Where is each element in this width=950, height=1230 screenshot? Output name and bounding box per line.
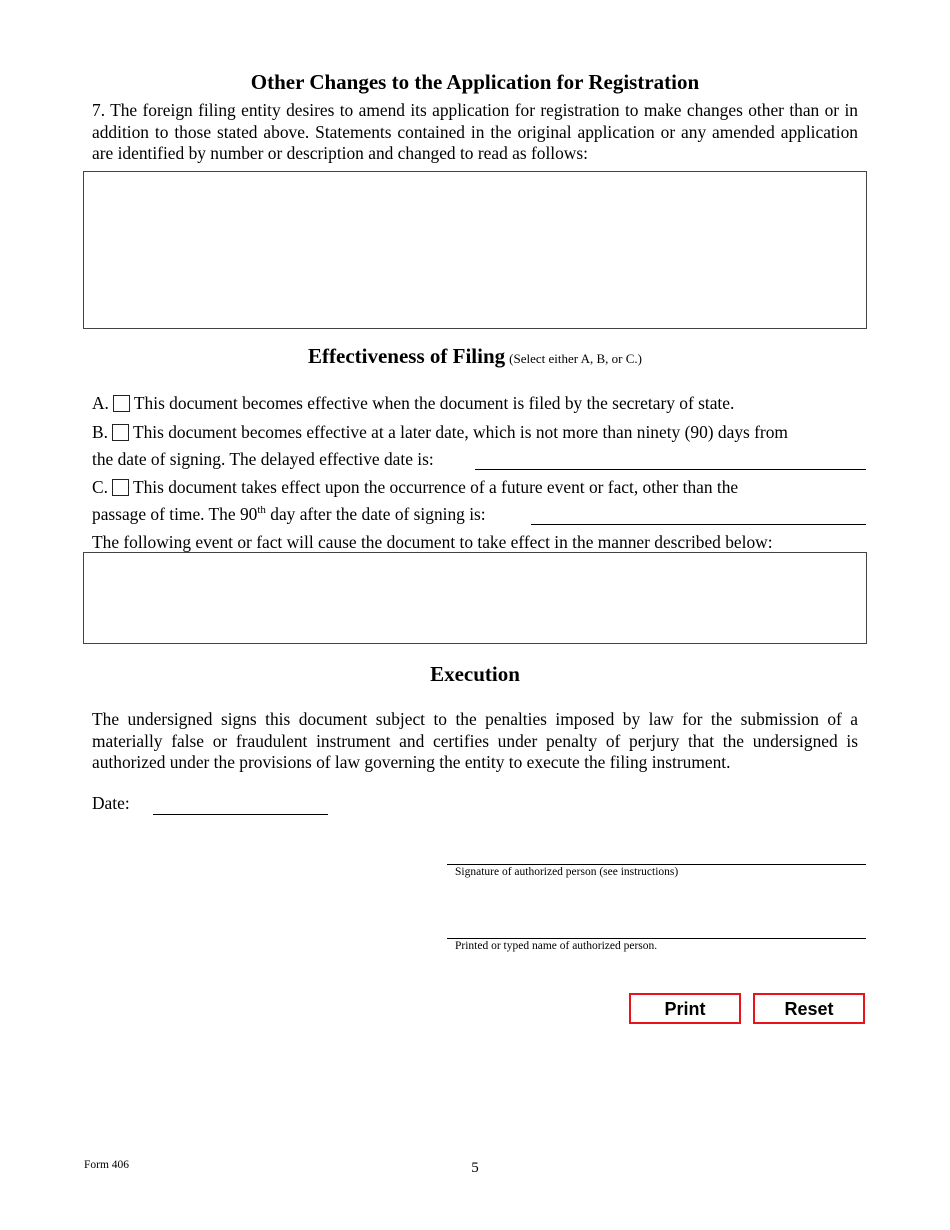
form-number: Form 406 <box>84 1159 130 1171</box>
option-c-text-post: day after the date of signing is: <box>265 504 486 524</box>
print-button[interactable]: Print <box>629 993 741 1024</box>
other-changes-title: Other Changes to the Application for Registration <box>250 70 700 94</box>
option-c-text-line2 <box>92 504 486 525</box>
execution-date-field[interactable] <box>153 793 328 815</box>
date-label: Date: <box>92 793 130 813</box>
effectiveness-heading <box>0 344 950 369</box>
other-changes-paragraph: 7. The foreign filing entity desires to amend its application for registration to make changes other than or in addition to those stated above. Statements contained in the original application or any amended application are identified by number or description and changed to read as follows: <box>92 100 858 163</box>
option-c-text-line1: This document takes effect upon the occurrence of a future event or fact, other than the <box>132 477 739 497</box>
printed-name-line[interactable] <box>447 938 866 939</box>
option-b-text-line2: the date of signing. The delayed effective date is: <box>92 449 434 469</box>
option-a-row <box>92 393 734 414</box>
reset-button[interactable]: Reset <box>753 993 865 1024</box>
printed-name-label: Printed or typed name of authorized person. <box>455 940 658 952</box>
option-b-checkbox[interactable] <box>112 424 129 441</box>
option-b-letter: B. <box>92 422 108 442</box>
execution-title: Execution <box>430 662 520 686</box>
option-b-row <box>92 422 788 443</box>
execution-paragraph: The undersigned signs this document subject to the penalties imposed by law for the submission of a materially false or fraudulent instrument and certifies under penalty of perjury that the undersigned is authorized under the provisions of law governing the entity to execute the filing instrument. <box>92 709 858 772</box>
event-textarea[interactable] <box>83 552 867 644</box>
event-label: The following event or fact will cause the document to take effect in the manner described below: <box>92 532 773 552</box>
option-c-letter: C. <box>92 477 108 497</box>
option-c-text-pre: passage of time. The 90 <box>92 504 258 524</box>
option-a-text: This document becomes effective when the document is filed by the secretary of state. <box>133 393 735 413</box>
option-a-letter: A. <box>92 393 109 413</box>
other-changes-textarea[interactable] <box>83 171 867 329</box>
signature-label: Signature of authorized person (see instructions) <box>455 866 679 878</box>
option-c-row <box>92 477 738 498</box>
option-c-checkbox[interactable] <box>112 479 129 496</box>
delayed-effective-date-field[interactable] <box>475 448 866 470</box>
effectiveness-title: Effectiveness of Filing <box>308 344 506 368</box>
option-a-checkbox[interactable] <box>113 395 130 412</box>
signature-line[interactable] <box>447 864 866 865</box>
ninetieth-day-date-field[interactable] <box>531 503 866 525</box>
page-number: 5 <box>471 1160 479 1176</box>
effectiveness-subtitle: (Select either A, B, or C.) <box>509 351 642 366</box>
option-b-text-line1: This document becomes effective at a later date, which is not more than ninety (90) days from <box>132 422 788 442</box>
option-c-text-sup: th <box>257 504 266 517</box>
